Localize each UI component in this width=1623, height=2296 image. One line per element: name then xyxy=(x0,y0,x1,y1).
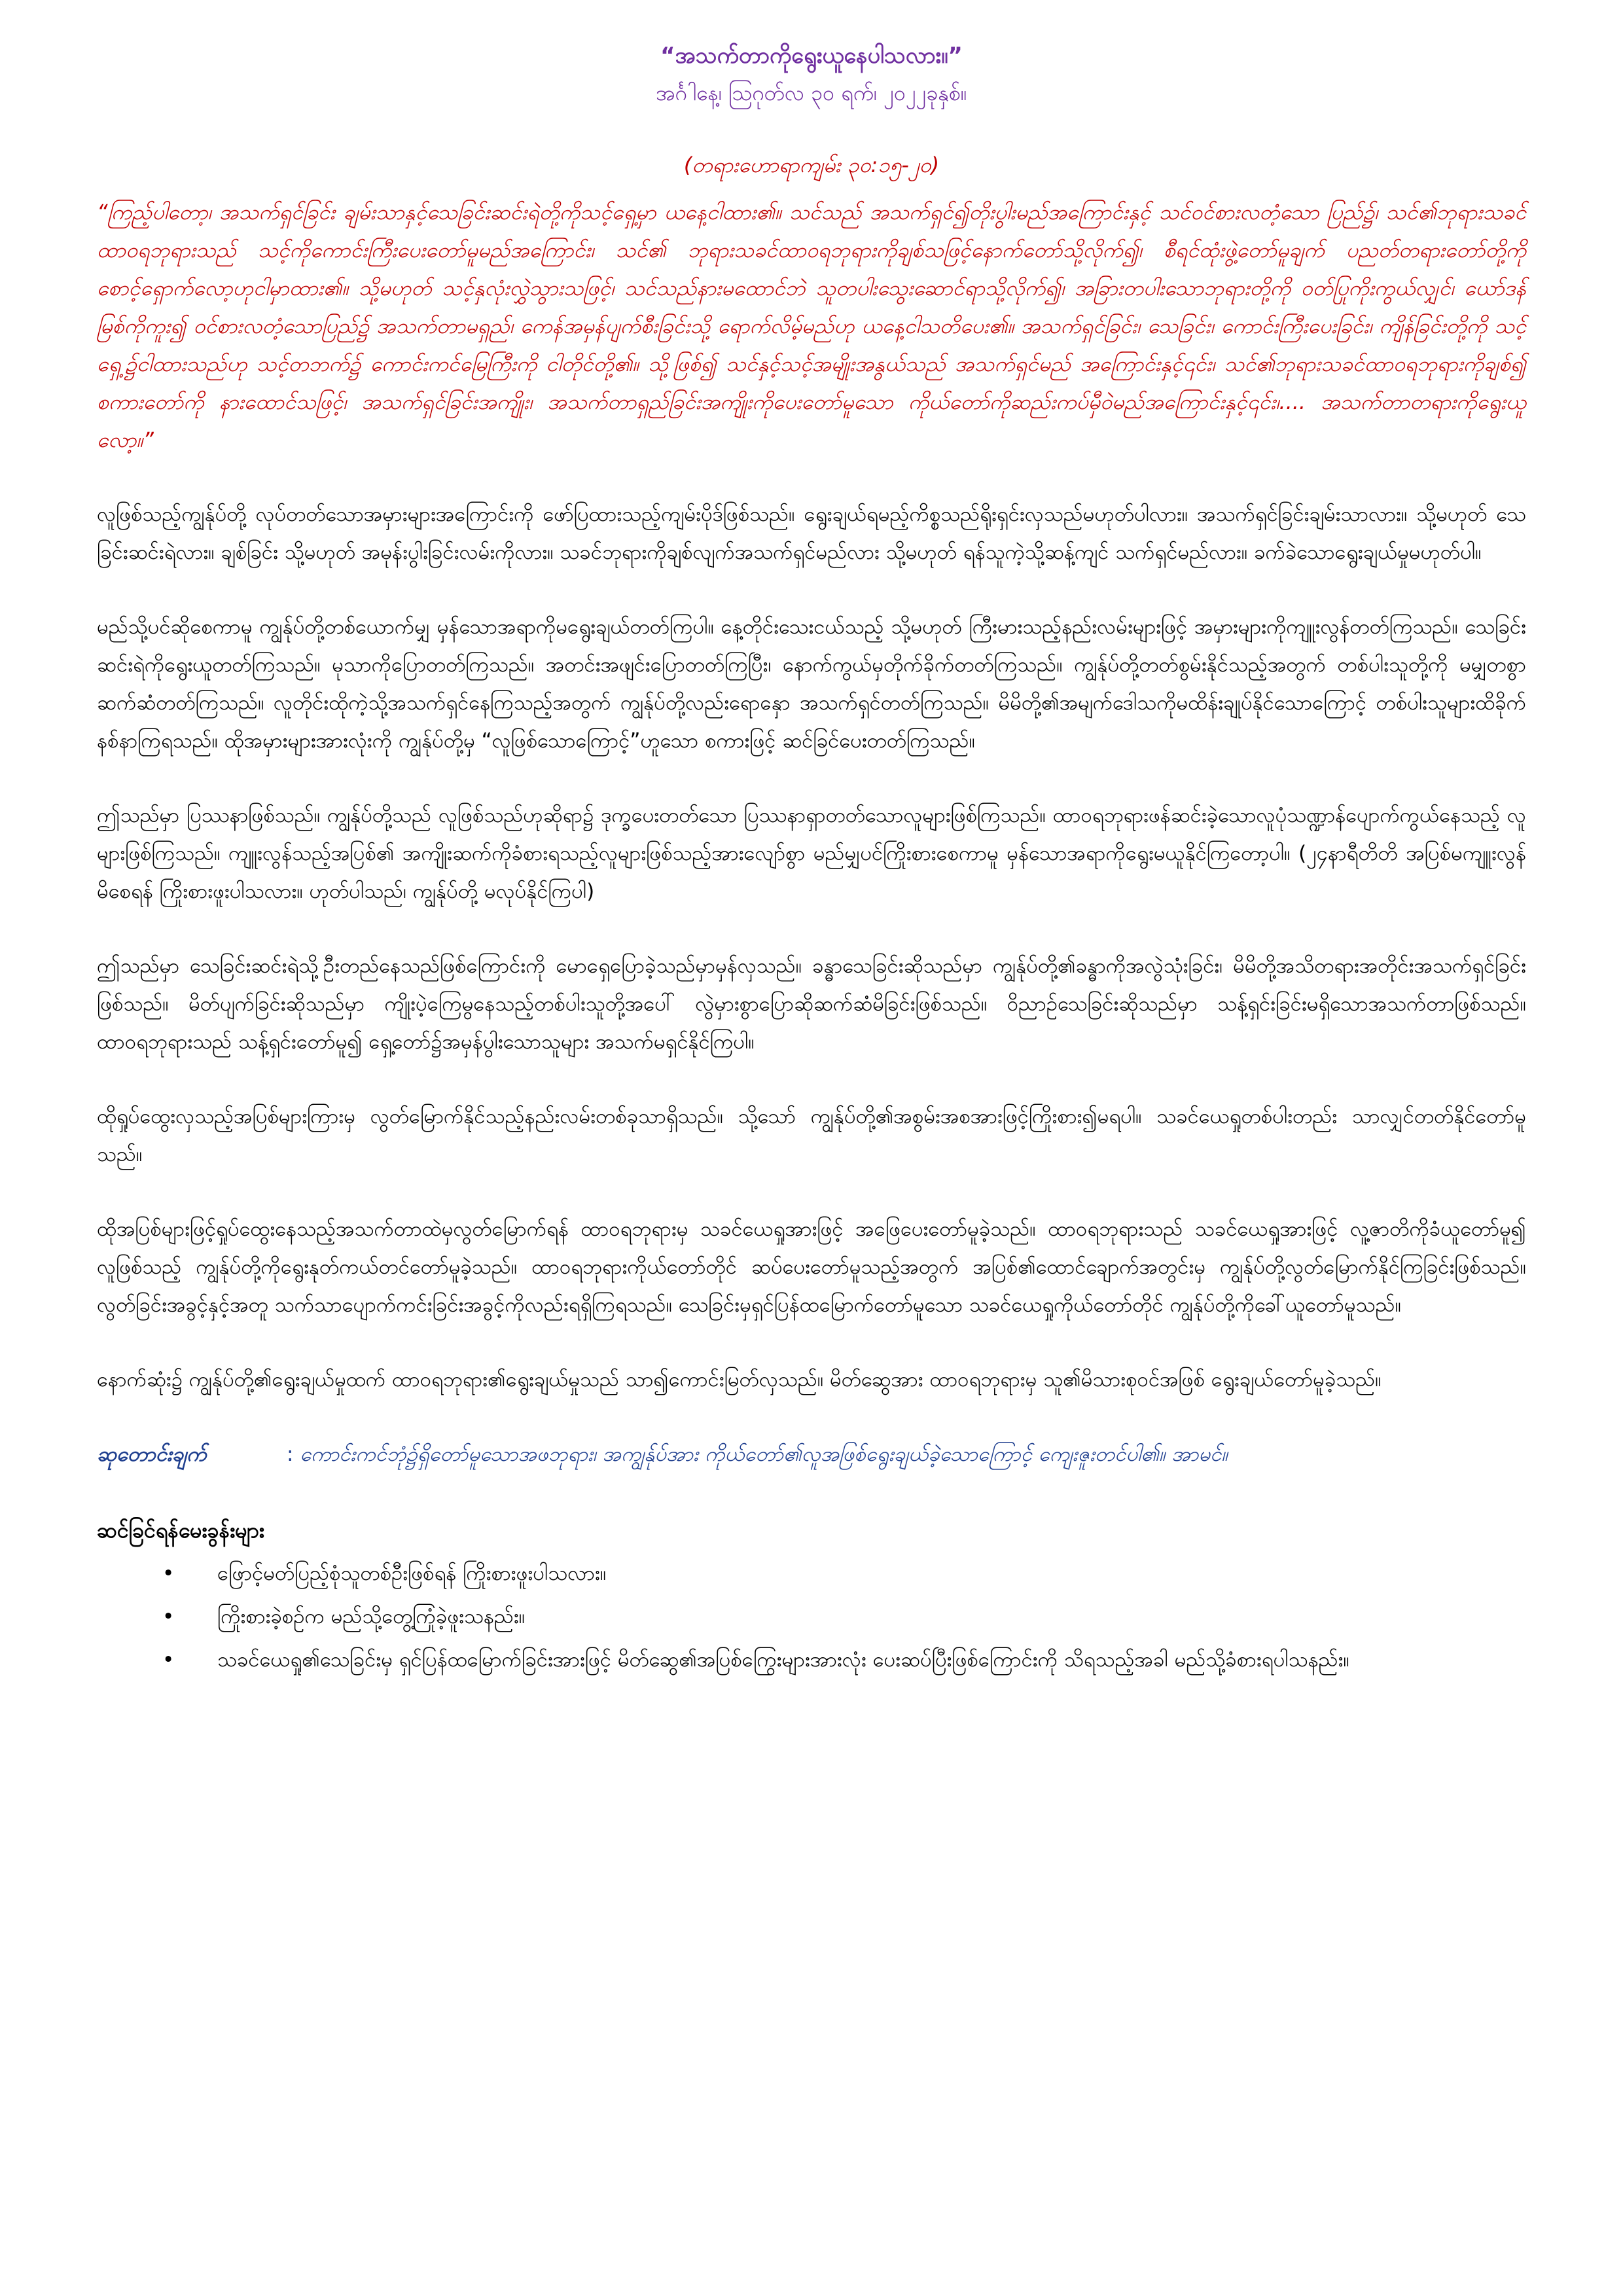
question-text-1: ဖြောင့်မတ်ပြည့်စုံသူတစ်ဦးဖြစ်ရန် ကြိုးစားဖူးပါသလား။ xyxy=(217,1562,607,1585)
page-title: “အသက်တာကိုရွေးယူနေပါသလား။” xyxy=(660,43,963,69)
questions-heading: ဆင်ခြင်ရန်မေးခွန်းများ xyxy=(97,1518,264,1543)
body-paragraph-2: မည်သို့ပင်ဆိုစေကာမူ ကျွန်ုပ်တို့တစ်ယောက်မျှ မှန်သောအရာကိုမရွေးချယ်တတ်ကြပါ။ နေ့တိုင်းသေးငယ်သည့် သို့မဟုတ် ကြီးမားသည့်နည်းလမ်းများဖြင့် အမှားများကိုကျူးလွန်တတ်ကြသည်။ သေခြင်းဆင်းရဲကိုရွေးယူတတ်ကြသည်။ မုသာကိုပြောတတ်ကြသည်။ အတင်းအဖျင်းပြောတတ်ကြပြီး၊ နောက်ကွယ်မှတိုက်ခိုက်တတ်ကြသည်။ ကျွန်ုပ်တို့တတ်စွမ်းနိုင်သည့်အတွက် တစ်ပါးသူတို့ကို မမျှတစွာဆက်ဆံတတ်ကြသည်။ လူတိုင်းထိုကဲ့သို့အသက်ရှင်နေကြသည့်အတွက် ကျွန်ုပ်တို့လည်းရောနှော အသက်ရှင်တတ်ကြသည်။ မိမိတို့၏အမျက်ဒေါသကိုမထိန်းချုပ်နိုင်သောကြောင့် တစ်ပါးသူများထိခိုက်နစ်နာကြရသည်။ ထိုအမှားများအားလုံးကို ကျွန်ုပ်တို့မှ “လူဖြစ်သောကြောင့်”ဟူသော စကားဖြင့် ဆင်ခြင်ပေးတတ်ကြသည်။ xyxy=(97,615,1526,753)
prayer-label-text: ဆုတောင်းချက် xyxy=(97,1443,207,1466)
list-item xyxy=(162,1598,1526,1636)
bullet-icon: • xyxy=(162,1562,175,1585)
body-paragraph-7: နောက်ဆုံး၌ ကျွန်ုပ်တို့၏ရွေးချယ်မှုထက် ထာဝရဘုရား၏ရွေးချယ်မှုသည် သာ၍ကောင်းမြတ်လှသည်။ မိတ်ဆွေအား ထာဝရဘုရားမှ သူ၏မိသားစုဝင်အဖြစ် ရွေးချယ်တော်မူခဲ့သည်။ xyxy=(97,1368,1382,1391)
question-text-3: သခင်ယေရှု၏သေခြင်းမှ ရှင်ပြန်ထမြောက်ခြင်းအားဖြင့် မိတ်ဆွေ၏အပြစ်ကြွေးများအားလုံး ပေးဆပ်ပြီးဖြစ်ကြောင်းကို သိရသည့်အခါ မည်သို့ခံစားရပါသနည်း။ xyxy=(217,1648,1349,1672)
prayer-label xyxy=(97,1435,287,1473)
prayer-separator: : xyxy=(287,1443,294,1466)
scripture-text: “ကြည့်ပါတော့၊ အသက်ရှင်ခြင်း ချမ်းသာနှင့်သေခြင်းဆင်းရဲတို့ကိုသင့်ရှေ့မှာ ယနေ့ငါထား၏။ သင်သည် အသက်ရှင်၍တိုးပွါးမည်အကြောင်းနှင့် သင်ဝင်စားလတံ့သော ပြည်၌၊ သင်၏ဘုရားသခင်ထာဝရဘုရားသည် သင့်ကိုကောင်းကြီးပေးတော်မူမည်အကြောင်း၊ သင်၏ ဘုရားသခင်ထာဝရဘုရားကိုချစ်သဖြင့်နောက်တော်သို့လိုက်၍၊ စီရင်ထုံးဖွဲ့တော်မူချက် ပညတ်တရားတော်တို့ကို စောင့်ရှောက်လော့ဟုငါမှာထား၏။ သို့မဟုတ် သင့်နှလုံးလွှဲသွားသဖြင့်၊ သင်သည်နားမထောင်ဘဲ သူတပါးသွေးဆောင်ရာသို့လိုက်၍၊ အခြားတပါးသောဘုရားတို့ကို ဝတ်ပြုကိုးကွယ်လျှင်၊ ယော်ဒန်မြစ်ကိုကူး၍ ဝင်စားလတံ့သောပြည်၌ အသက်တာမရှည်၊ ကေန်အမှန်ပျက်စီးခြင်းသို့ ရောက်လိမ့်မည်ဟု ယနေ့ငါသတိပေး၏။ အသက်ရှင်ခြင်း၊ သေခြင်း၊ ကောင်းကြီးပေးခြင်း၊ ကျိန်ခြင်းတို့ကို သင့်ရှေ့၌ငါထားသည်ဟု သင့်တဘက်၌ ကောင်းကင်မြေကြီးကို ငါတိုင်တို့၏။ သို့ဖြစ်၍ သင်နှင့်သင့်အမျိုးအနွယ်သည် အသက်ရှင်မည် အကြောင်းနှင့်၎င်း၊ သင်၏ဘုရားသခင်ထာဝရဘုရားကိုချစ်၍ စကားတော်ကို နားထောင်သဖြင့်၊ အသက်ရှင်ခြင်းအကျိုး၊ အသက်တာရှည်ခြင်းအကျိုးကိုပေးတော်မူသော ကိုယ်တော်ကိုဆည်းကပ်မှီဝဲမည်အကြောင်းနှင့်၎င်း၊.... အသက်တာတရားကိုရွေးယူလော့။” xyxy=(97,200,1526,452)
prayer-text: ကောင်းကင်ဘုံ၌ရှိတော်မူသောအဖဘုရား၊ အကျွန်ုပ်အား ကိုယ်တော်၏လူအဖြစ်ရွေးချယ်ခဲ့သောကြောင့် ကျေးဇူးတင်ပါ၏။ အာမင်။ xyxy=(300,1443,1228,1466)
question-text-2: ကြိုးစားခဲ့စဉ်က မည်သို့တွေ့ကြုံခဲ့ဖူးသနည်း။ xyxy=(217,1605,526,1628)
body-paragraph-3: ဤသည်မှာ ပြဿနာဖြစ်သည်။ ကျွန်ုပ်တို့သည် လူဖြစ်သည်ဟုဆိုရာ၌ ဒုက္ခပေးတတ်သော ပြဿနာရှာတတ်သောလူများဖြစ်ကြသည်။ ထာဝရဘုရားဖန်ဆင်းခဲ့သောလူပုံသဏ္ဍာန်ပျောက်ကွယ်နေသည့် လူများဖြစ်ကြသည်။ ကျူးလွန်သည့်အပြစ်၏ အကျိုးဆက်ကိုခံစားရသည့်လူများဖြစ်သည့်အားလျော်စွာ မည်မျှပင်ကြိုးစားစေကာမူ မှန်သောအရာကိုရွေးမယူနိုင်ကြတော့ပါ။ (၂၄နာရီတိတိ အပြစ်မကျူးလွန်မိစေရန် ကြိုးစားဖူးပါသလား။ ဟုတ်ပါသည်၊ ကျွန်ုပ်တို့ မလုပ်နိုင်ကြပါ) xyxy=(97,804,1526,903)
body-paragraph-6: ထိုအပြစ်များဖြင့်ရှုပ်ထွေးနေသည့်အသက်တာထဲမှလွတ်မြောက်ရန် ထာဝရဘုရားမှ သခင်ယေရှုအားဖြင့် အဖြေပေးတော်မူခဲ့သည်။ ထာဝရဘုရားသည် သခင်ယေရှုအားဖြင့် လူ့ဇာတိကိုခံယူတော်မူ၍ လူဖြစ်သည့် ကျွန်ုပ်တို့ကိုရွေးနုတ်ကယ်တင်တော်မူခဲ့သည်။ ထာဝရဘုရားကိုယ်တော်တိုင် ဆပ်ပေးတော်မူသည့်အတွက် အပြစ်၏ထောင်ချောက်အတွင်းမှ ကျွန်ုပ်တို့လွတ်မြောက်နိုင်ကြခြင်းဖြစ်သည်။ လွတ်ခြင်းအခွင့်နှင့်အတူ သက်သာပျောက်ကင်းခြင်းအခွင့်ကိုလည်းရရှိကြရသည်။ သေခြင်းမှရှင်ပြန်ထမြောက်တော်မူသော သခင်ယေရှုကိုယ်တော်တိုင် ကျွန်ုပ်တို့ကိုခေါ်ယူတော်မူသည်။ xyxy=(97,1217,1526,1317)
list-item xyxy=(162,1641,1526,1679)
bullet-icon: • xyxy=(162,1605,175,1628)
body-content xyxy=(97,495,1526,1399)
scripture-reference: (တရားဟောရာကျမ်း ၃၀:၁၅-၂၀) xyxy=(683,152,940,177)
bullet-icon: • xyxy=(162,1648,175,1672)
list-item xyxy=(162,1554,1526,1592)
page-date: အင်္ဂါနေ့၊ ဩဂုတ်လ ၃၀ ရက်၊ ၂၀၂၂ခုနှစ်။ xyxy=(656,81,967,105)
questions-list xyxy=(97,1554,1526,1679)
body-paragraph-1: လူဖြစ်သည့်ကျွန်ုပ်တို့ လုပ်တတ်သောအမှားများအကြောင်းကို ဖော်ပြထားသည့်ကျမ်းပိုဒ်ဖြစ်သည်။ ရွေးချယ်ရမည့်ကိစ္စသည်ရိုးရှင်းလှသည်မဟုတ်ပါလား။ အသက်ရှင်ခြင်းချမ်းသာလား။ သို့မဟုတ် သေခြင်းဆင်းရဲလား။ ချစ်ခြင်း သို့မဟုတ် အမုန်းပွါးခြင်းလမ်းကိုလား။ သခင်ဘုရားကိုချစ်လျက်အသက်ရှင်မည်လား သို့မဟုတ် ရန်သူကဲ့သို့ဆန့်ကျင် သက်ရှင်မည်လား။ ခက်ခဲသောရွေးချယ်မှုမဟုတ်ပါ။ xyxy=(97,503,1526,564)
body-paragraph-4: ဤသည်မှာ သေခြင်းဆင်းရဲသို့ဦးတည်နေသည်ဖြစ်ကြောင်းကို မောရှေပြောခဲ့သည်မှာမှန်လှသည်။ ခန္ဓာသေခြင်းဆိုသည်မှာ ကျွန်ုပ်တို့၏ခန္ဓာကိုအလွဲသုံးခြင်း၊ မိမိတို့အသိတရားအတိုင်းအသက်ရှင်ခြင်းဖြစ်သည်။ မိတ်ပျက်ခြင်းဆိုသည်မှာ ကျိုးပဲ့ကြေမွနေသည့်တစ်ပါးသူတို့အပေါ် လွဲမှားစွာပြောဆိုဆက်ဆံမိခြင်းဖြစ်သည်။ ဝိညာဉ်သေခြင်းဆိုသည်မှာ သန့်ရှင်းခြင်းမရှိသောအသက်တာဖြစ်သည်။ ထာဝရဘုရားသည် သန့်ရှင်းတော်မူ၍ ရှေ့တော်၌အမှန်ပွါးသောသူများ အသက်မရှင်နိုင်ကြပါ။ xyxy=(97,954,1526,1054)
prayer-section xyxy=(97,1435,1526,1473)
body-paragraph-5: ထိုရှုပ်ထွေးလှသည့်အပြစ်များကြားမှ လွတ်မြောက်နိုင်သည့်နည်းလမ်းတစ်ခုသာရှိသည်။ သို့သော် ကျွန်ုပ်တို့၏အစွမ်းအစအားဖြင့်ကြိုးစား၍မရပါ။ သခင်ယေရှုတစ်ပါးတည်း သာလျှင်တတ်နိုင်တော်မူသည်။ xyxy=(97,1105,1526,1166)
